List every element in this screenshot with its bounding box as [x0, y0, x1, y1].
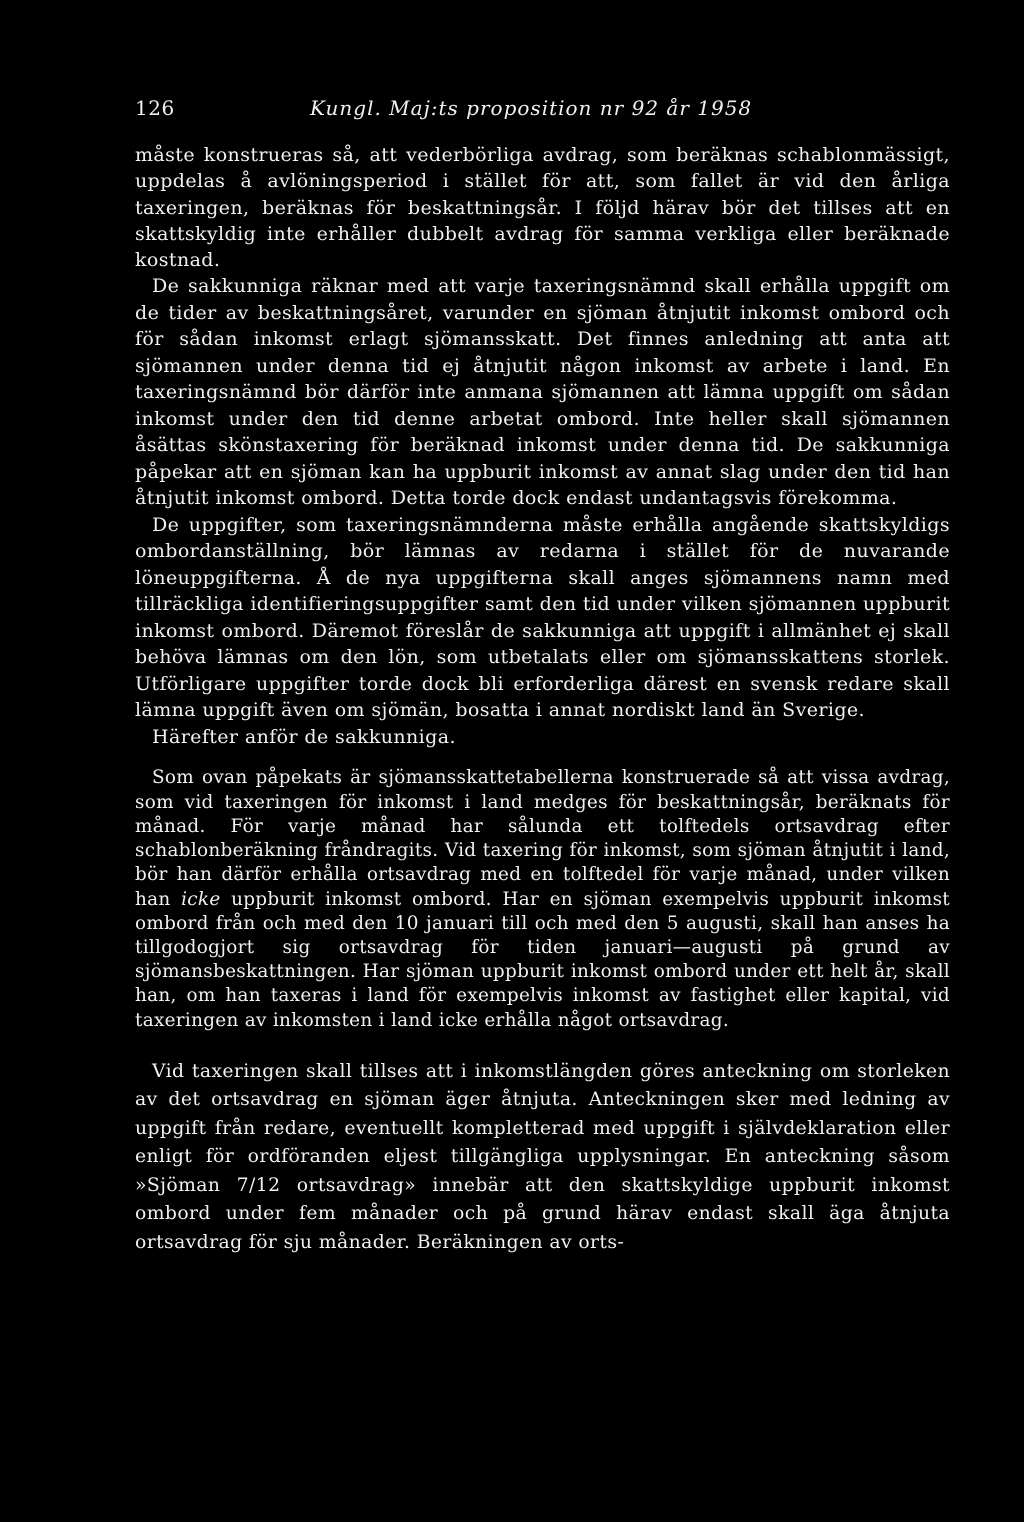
paragraph-3: De uppgifter, som taxeringsnämnderna måste erhålla angående skattskyldigs ombordanställning, bör lämnas av redarna i stället för de nuvarande löneuppgifterna. Å de nya uppgifterna skall anges sjömannens namn med tillräckliga identifieringsuppgifter samt den tid under vilken sjömannen uppburit inkomst ombord. Däremot föreslår de sakkunniga att uppgift i allmänhet ej skall behöva lämnas om den lön, som utbetalats eller om sjömansskattens storlek. Utförligare uppgifter torde dock bli erforderliga därest en svensk redare skall lämna uppgift även om sjömän, bosatta i annat nordiskt land än Sverige. [135, 513, 950, 722]
page-number: 126 [135, 96, 175, 120]
running-title: Kungl. Maj:ts proposition nr 92 år 1958 [310, 96, 753, 120]
section-proposal [135, 273, 950, 750]
paragraph-5-part-1: Som ovan påpekats är sjömansskattetabellerna konstruerade så att vissa avdrag, som vid taxeringen för inkomst i land medges för beskattningsår, beräknats för månad. För varje månad har sålunda ett tolftedels ortsavdrag efter schablonberäkning fråndragits. Vid taxering för inkomst, som sjöman åtnjutit i land, bör han därför erhålla ortsavdrag med en tolftedel för varje månad, under vilken han [135, 767, 950, 910]
section-intro [135, 142, 950, 273]
page-header [135, 96, 950, 126]
section-quote-continued [135, 1058, 950, 1258]
paragraph-2: De sakkunniga räknar med att varje taxeringsnämnd skall erhålla uppgift om de tider av beskattningsåret, varunder en sjöman åtnjutit inkomst ombord och för sådan inkomst erlagt sjömansskatt. Det finnes anledning att anta att sjömannen under denna tid ej åtnjutit någon inkomst av arbete i land. En taxeringsnämnd bör därför inte anmana sjömannen att lämna uppgift om sådan inkomst under den tid denne arbetat ombord. Inte heller skall sjömannen åsättas skönstaxering för beräknad inkomst under denna tid. De sakkunniga påpekar att en sjöman kan ha uppburit inkomst av annat slag under den tid han åtnjutit inkomst ombord. Detta torde dock endast undantagsvis förekomma. [135, 275, 950, 510]
paragraph-4: Härefter anför de sakkunniga. [152, 725, 456, 748]
paragraph-6: Vid taxeringen skall tillses att i inkomstlängden göres anteckning om storleken av det ortsavdrag en sjöman äger åtnjuta. Anteckningen sker med ledning av uppgift från redare, eventuellt kompletterad med uppgift i självdeklaration eller enligt för ordföranden eljest tillgängliga upplysningar. En anteckning såsom »Sjöman 7/12 ortsavdrag» innebär att den skattskyldige uppburit inkomst ombord under fem månader och på grund härav endast skall äga åtnjuta ortsavdrag för sju månader. Beräkningen av orts- [135, 1060, 950, 1253]
document-page [135, 96, 950, 1257]
paragraph-5 [135, 766, 950, 1032]
paragraph-5-part-2: uppburit inkomst ombord. Har en sjöman exempelvis uppburit inkomst ombord från och med den 10 januari till och med den 5 augusti, skall han anses ha tillgodogjort sig ortsavdrag för tiden januari—augusti på grund av sjömansbeskattningen. Har sjöman uppburit inkomst ombord under ett helt år, skall han, om han taxeras i land för exempelvis inkomst av fastighet eller kapital, vid taxeringen av inkomsten i land icke erhålla något ortsavdrag. [135, 888, 950, 1031]
section-quote [135, 766, 950, 1032]
paragraph-1: måste konstrueras så, att vederbörliga avdrag, som beräknas schablonmässigt, uppdelas å avlöningsperiod i stället för att, som fallet är vid den årliga taxeringen, beräknas för beskattningsår. I följd härav bör det tillses att en skattskyldig inte erhåller dubbelt avdrag för samma verkliga eller beräknade kostnad. [135, 144, 950, 272]
paragraph-5-emphasis: icke [181, 888, 221, 910]
